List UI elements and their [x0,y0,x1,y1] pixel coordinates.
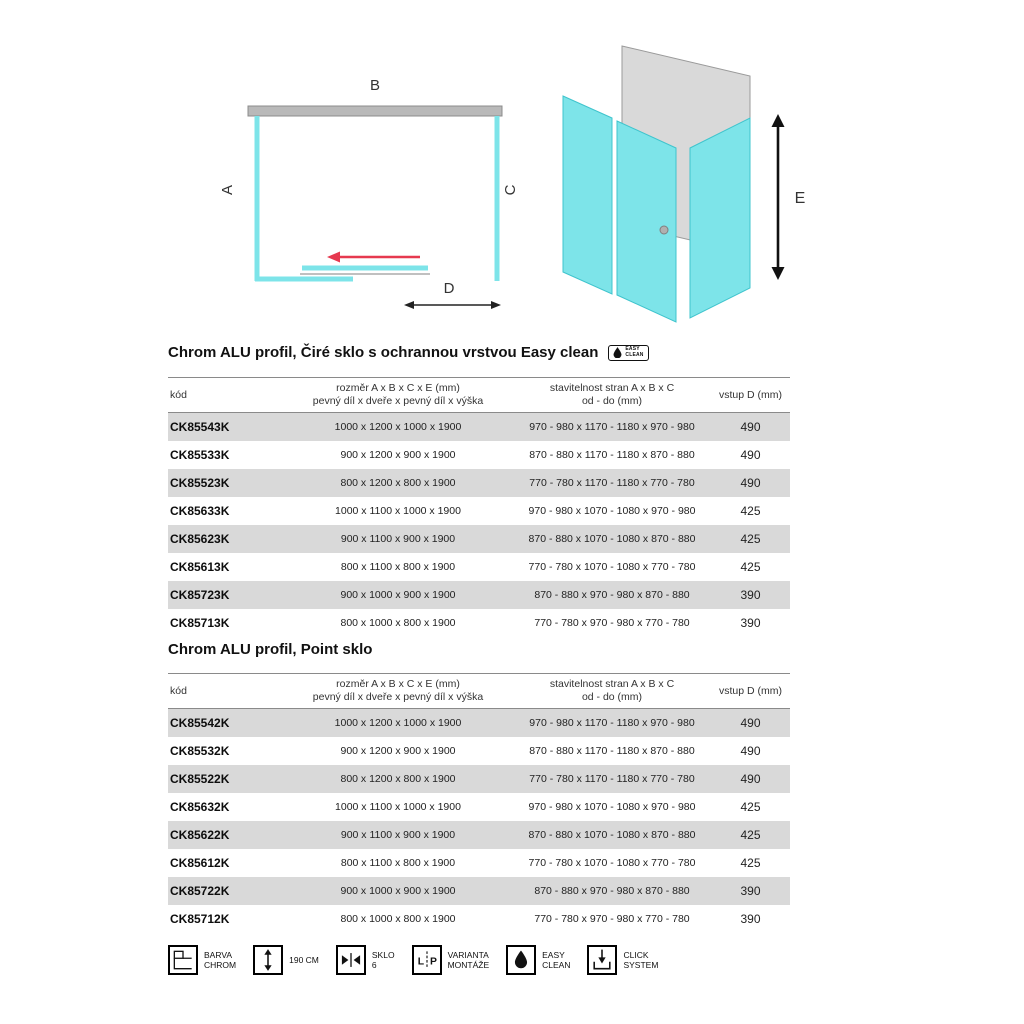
section2-title [168,641,372,658]
table-row [168,609,790,637]
entry-width: 490 [740,743,761,758]
table-row [168,525,790,553]
entry-width: 490 [740,420,761,434]
pictogram-barva-chrom [168,945,236,975]
label-e: E [794,190,806,207]
entry-width: 390 [740,883,761,898]
dimensions: 900 x 1000 x 900 x 1900 [340,588,456,601]
label-d: D [443,280,455,297]
pictogram-easy-clean [506,945,570,975]
label-b: B [369,77,381,94]
adjustability: 870 - 880 x 970 - 980 x 870 - 880 [534,588,690,601]
label-c: C [502,184,519,196]
table-row [168,709,790,737]
dimensions: 800 x 1200 x 800 x 1900 [340,476,456,489]
table-row [168,793,790,821]
entry-width: 490 [740,447,761,462]
product-code: CK85532K [170,743,230,758]
dimensions: 1000 x 1200 x 1000 x 1900 [334,421,462,433]
product-code: CK85632K [170,799,230,814]
table-row [168,737,790,765]
product-code: CK85522K [170,771,230,786]
table-row [168,877,790,905]
table-row [168,553,790,581]
water-drop-icon [506,945,536,975]
adjustability: 970 - 980 x 1170 - 1180 x 970 - 980 [529,717,695,729]
dimensions: 900 x 1100 x 900 x 1900 [340,828,456,841]
adjustability: 770 - 780 x 970 - 980 x 770 - 780 [534,912,690,925]
table-row [168,821,790,849]
dimensions: 1000 x 1200 x 1000 x 1900 [334,717,462,729]
entry-width: 490 [740,475,761,490]
spec-table-point-sklo [168,673,790,933]
table1-header [168,378,790,413]
pictogram-click-system [587,945,658,975]
entry-width: 425 [740,827,761,842]
product-code: CK85722K [170,883,230,898]
product-code: CK85523K [170,475,230,490]
adjustability: 970 - 980 x 1170 - 1180 x 970 - 980 [529,421,695,433]
adjustability: 770 - 780 x 1070 - 1080 x 770 - 780 [528,560,696,573]
top-profile-bar [248,106,502,116]
isometric-view-diagram [563,46,805,322]
entry-width: 425 [740,855,761,870]
entry-width: 425 [740,531,761,546]
pictogram-height-190cm [253,945,319,975]
pictogram-glass-thickness [336,945,395,975]
product-code: CK85713K [170,615,230,630]
table-row [168,469,790,497]
entry-width: 425 [740,799,761,814]
section1-title-text: Chrom ALU profil, Čiré sklo s ochrannou vrstvou Easy clean [168,344,599,361]
easy-clean-badge-text: EASY CLEAN [625,345,644,358]
product-code: CK85622K [170,827,230,842]
chrome-profile-icon [168,945,198,975]
section2-title-text: Chrom ALU profil, Point sklo [168,641,373,658]
product-code: CK85623K [170,531,230,546]
section1-title [168,344,649,361]
header-kod: kód [168,674,283,709]
pictogram-label: 190 CM [289,954,319,965]
dimensions: 900 x 1100 x 900 x 1900 [340,532,456,545]
table-row [168,905,790,933]
easy-clean-badge [608,345,648,361]
click-system-icon [587,945,617,975]
header-rozmer: rozměr A x B x C x E (mm) pevný díl x dveře x pevný díl x výška [283,378,513,413]
adjustability: 770 - 780 x 1070 - 1080 x 770 - 780 [528,856,696,869]
adjustability: 770 - 780 x 1170 - 1180 x 770 - 780 [529,772,695,785]
header-vstup: vstup D (mm) [711,378,790,413]
left-right-variant-icon [412,945,442,975]
pictogram-label: BARVA CHROM [204,949,237,970]
adjustability: 970 - 980 x 1070 - 1080 x 970 - 980 [528,504,696,517]
plan-view-diagram [219,77,519,309]
pictogram-label: EASY CLEAN [542,949,571,970]
technical-diagrams [0,0,1024,345]
table2-header [168,674,790,709]
dimensions: 800 x 1100 x 800 x 1900 [340,856,456,869]
water-drop-icon [613,347,622,358]
feature-pictograms [168,945,658,975]
adjustability: 870 - 880 x 1170 - 1180 x 870 - 880 [529,744,695,757]
header-vstup: vstup D (mm) [711,674,790,709]
dimensions: 800 x 1000 x 800 x 1900 [340,912,456,925]
product-code: CK85543K [170,420,230,434]
dimensions: 800 x 1000 x 800 x 1900 [340,616,456,629]
header-rozmer: rozměr A x B x C x E (mm) pevný díl x dveře x pevný díl x výška [283,674,513,709]
entry-width: 390 [740,587,761,602]
svg-text:L: L [417,956,424,968]
pictogram-label: CLICK SYSTEM [623,949,659,970]
product-code: CK85613K [170,559,230,574]
header-stavitelnost: stavitelnost stran A x B x C od - do (mm) [513,674,711,709]
table-row [168,441,790,469]
glass-door-panel [617,121,676,322]
door-direction-arrow [327,252,420,263]
product-code: CK85542K [170,716,230,730]
dimensions: 1000 x 1100 x 1000 x 1900 [335,800,461,813]
pictogram-label: SKLO 6 [371,949,395,970]
dimensions: 900 x 1200 x 900 x 1900 [340,744,456,757]
door-knob [660,226,668,234]
entry-width: 425 [740,503,761,518]
entry-width: 490 [740,716,761,730]
dimension-d-arrow [404,301,501,309]
entry-width: 425 [740,559,761,574]
adjustability: 970 - 980 x 1070 - 1080 x 970 - 980 [528,800,696,813]
glass-panel-right [690,118,750,318]
adjustability: 870 - 880 x 970 - 980 x 870 - 880 [534,884,690,897]
header-kod: kód [168,378,283,413]
table-row [168,581,790,609]
dimensions: 1000 x 1100 x 1000 x 1900 [335,504,461,517]
adjustability: 870 - 880 x 1170 - 1180 x 870 - 880 [529,448,695,461]
height-arrow-icon [253,945,283,975]
product-code: CK85533K [170,447,230,462]
dimensions: 900 x 1200 x 900 x 1900 [340,448,456,461]
table-row [168,497,790,525]
product-code: CK85712K [170,911,230,926]
dimensions: 800 x 1100 x 800 x 1900 [340,560,456,573]
pictogram-label: VARIANTA MONTÁŽE [447,949,490,970]
dimensions: 900 x 1000 x 900 x 1900 [340,884,456,897]
svg-text:P: P [429,956,437,968]
dimensions: 800 x 1200 x 800 x 1900 [340,772,456,785]
adjustability: 870 - 880 x 1070 - 1080 x 870 - 880 [528,532,696,545]
dimension-e-arrow [772,114,785,280]
pictogram-mount-variant [412,945,490,975]
entry-width: 390 [740,615,761,630]
glass-panel-left [563,96,612,294]
table-row [168,849,790,877]
header-stavitelnost: stavitelnost stran A x B x C od - do (mm) [513,378,711,413]
adjustability: 770 - 780 x 1170 - 1180 x 770 - 780 [529,476,695,489]
label-a: A [219,184,236,196]
glass-thickness-icon [336,945,366,975]
table-row [168,765,790,793]
adjustability: 870 - 880 x 1070 - 1080 x 870 - 880 [528,828,696,841]
product-code: CK85633K [170,503,230,518]
entry-width: 490 [740,771,761,786]
product-code: CK85612K [170,855,230,870]
adjustability: 770 - 780 x 970 - 980 x 770 - 780 [534,616,690,629]
product-code: CK85723K [170,587,230,602]
spec-table-easy-clean [168,377,790,637]
entry-width: 390 [740,911,761,926]
table-row [168,413,790,441]
